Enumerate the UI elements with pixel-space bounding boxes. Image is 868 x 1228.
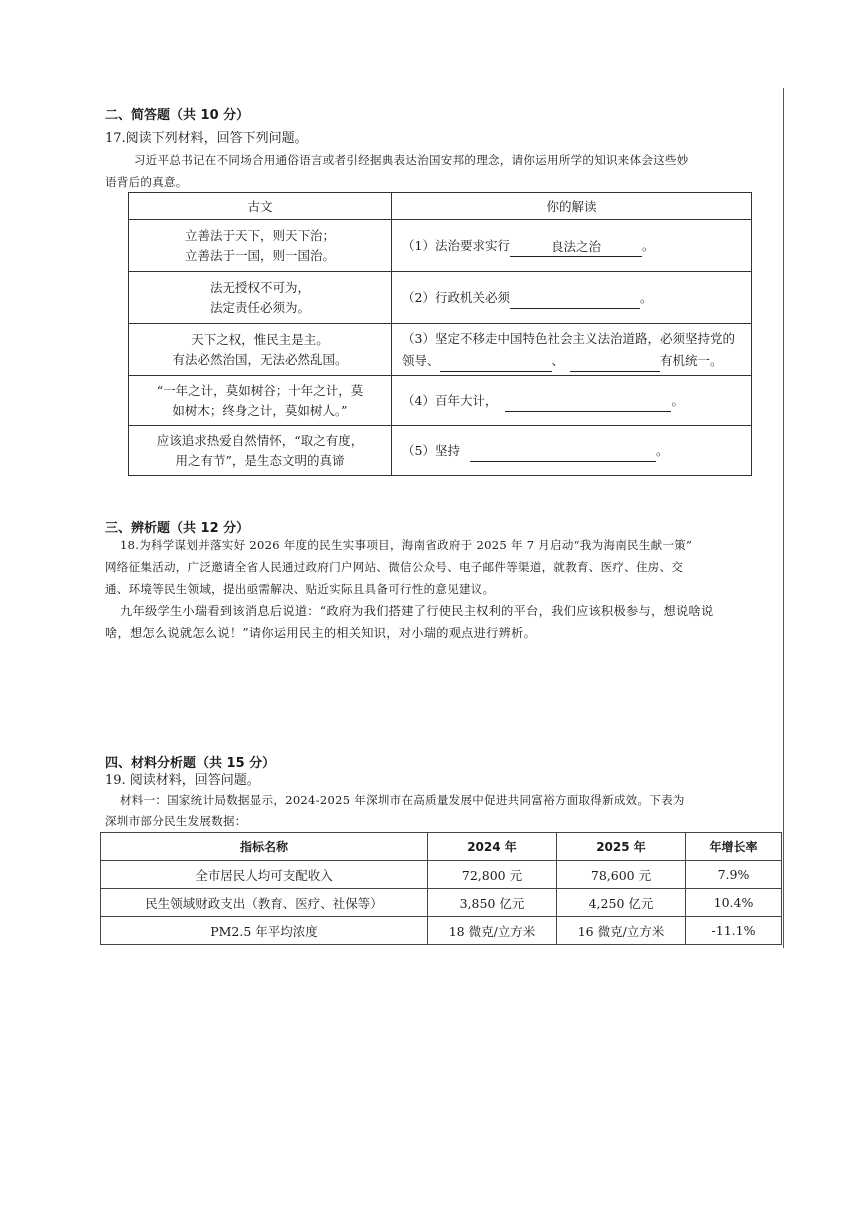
prompt-text: （5）坚持 [402,442,460,458]
col-header-2025: 2025 年 [557,833,686,861]
answer-blank[interactable] [505,393,671,412]
classical-line: 有法必然治国，无法必然乱国。 [172,351,348,367]
punctuation: 。 [655,442,669,458]
indicator-cell: PM2.5 年平均浓度 [101,917,428,945]
value-2025-cell: 16 微克/立方米 [557,917,686,945]
table-row [129,272,752,324]
classical-line: 法定责任必须为。 [209,299,310,315]
interpretation-cell [392,324,752,376]
question-17: 17.阅读下列材料，回答下列问题。 [105,131,308,146]
table-row [129,324,752,376]
col-header-classical: 古文 [129,193,392,220]
classical-line: 天下之权，惟民主是主。 [191,331,329,347]
answer-blank[interactable] [510,290,640,309]
question-17-intro-line1: 习近平总书记在不同场合用通俗语言或者引经据典表达治国安邦的理念，请你运用所学的知识来体会这些妙 [134,153,689,167]
punctuation: 。 [671,392,684,408]
growth-cell: 10.4% [686,889,782,917]
table-row [101,917,782,945]
indicator-cell: 全市居民人均可支配收入 [101,861,428,889]
classical-text [129,324,392,376]
punctuation: 。 [639,289,653,305]
question-19: 19. 阅读材料，回答问题。 [105,773,260,788]
section4-heading: 四、材料分析题（共 15 分） [105,756,276,771]
col-header-growth: 年增长率 [686,833,782,861]
value-2024-cell: 18 微克/立方米 [428,917,557,945]
classical-text [129,426,392,476]
prompt-text: 有机统一。 [660,352,723,368]
classical-line: 用之有节”，是生态文明的真谛 [175,452,345,468]
question-18-line2: 网络征集活动，广泛邀请全省人民通过政府门户网站、微信公众号、电子邮件等渠道，就教育、医疗、住房、交 [105,560,684,574]
interpretation-cell [392,376,752,426]
value-2025-cell: 78,600 元 [557,861,686,889]
prompt-text: 领导、 [402,352,440,368]
question-18-line1: 18.为科学谋划并落实好 2026 年度的民生实事项目，海南省政府于 2025 年 7 月启动“我为海南民生献一策” [120,538,693,552]
section3-heading: 三、辨析题（共 12 分） [105,521,250,536]
interpretation-cell [392,426,752,476]
table-row [101,861,782,889]
margin-rule [783,88,784,948]
growth-cell: -11.1% [686,917,782,945]
value-2025-cell: 4,250 亿元 [557,889,686,917]
answer-blank[interactable]: 良法之治 [510,238,642,257]
classical-line: 立善法于一国，则一国治。 [184,247,335,263]
interpretation-table [128,192,752,476]
interpretation-cell [392,272,752,324]
table-header-row [129,193,752,220]
prompt-text: （2）行政机关必须 [402,289,510,305]
value-2024-cell: 3,850 亿元 [428,889,557,917]
material-line1: 材料一：国家统计局数据显示，2024-2025 年深圳市在高质量发展中促进共同富裕方面取得新成效。下表为 [120,793,685,807]
table-header-row [101,833,782,861]
col-header-indicator: 指标名称 [101,833,428,861]
question-17-intro-line2: 语背后的真意。 [105,175,188,189]
value-2024-cell: 72,800 元 [428,861,557,889]
section2-heading: 二、简答题（共 10 分） [105,108,250,123]
classical-line: “一年之计，莫如树谷；十年之计，莫 [156,382,364,398]
table-row [129,220,752,272]
prompt-text: （4）百年大计， [402,392,498,408]
classical-text [129,272,392,324]
answer-blank[interactable] [470,443,656,462]
growth-cell: 7.9% [686,861,782,889]
shenzhen-data-table [100,832,782,945]
question-18-line3: 通、环境等民生领域，提出亟需解决、贴近实际且具备可行性的意见建议。 [105,582,495,596]
table-row [129,426,752,476]
material-line2: 深圳市部分民生发展数据： [105,814,247,828]
prompt-text: （1）法治要求实行 [402,237,510,253]
punctuation: 。 [641,237,655,253]
classical-line: 如树木；终身之计，莫如树人。” [172,402,348,418]
table-row [129,376,752,426]
punctuation: 、 [551,352,565,368]
prompt-text: （3）坚定不移走中国特色社会主义法治道路，必须坚持党的 [402,330,735,346]
classical-text [129,376,392,426]
classical-text [129,220,392,272]
classical-line: 应该追求热爱自然情怀，“取之有度， [156,432,364,448]
table-row [101,889,782,917]
question-18-line4: 九年级学生小瑞看到该消息后说道：“政府为我们搭建了行使民主权利的平台，我们应该积极参与，想说啥说 [120,604,714,618]
classical-line: 法无授权不可为， [209,279,310,295]
question-18-line5: 啥，想怎么说就怎么说！”请你运用民主的相关知识，对小瑞的观点进行辨析。 [105,626,537,640]
col-header-2024: 2024 年 [428,833,557,861]
interpretation-cell [392,220,752,272]
col-header-interpretation: 你的解读 [392,193,752,220]
indicator-cell: 民生领域财政支出（教育、医疗、社保等） [101,889,428,917]
classical-line: 立善法于天下，则天下治； [184,227,335,243]
answer-blank[interactable] [440,353,552,372]
answer-blank[interactable] [570,353,660,372]
